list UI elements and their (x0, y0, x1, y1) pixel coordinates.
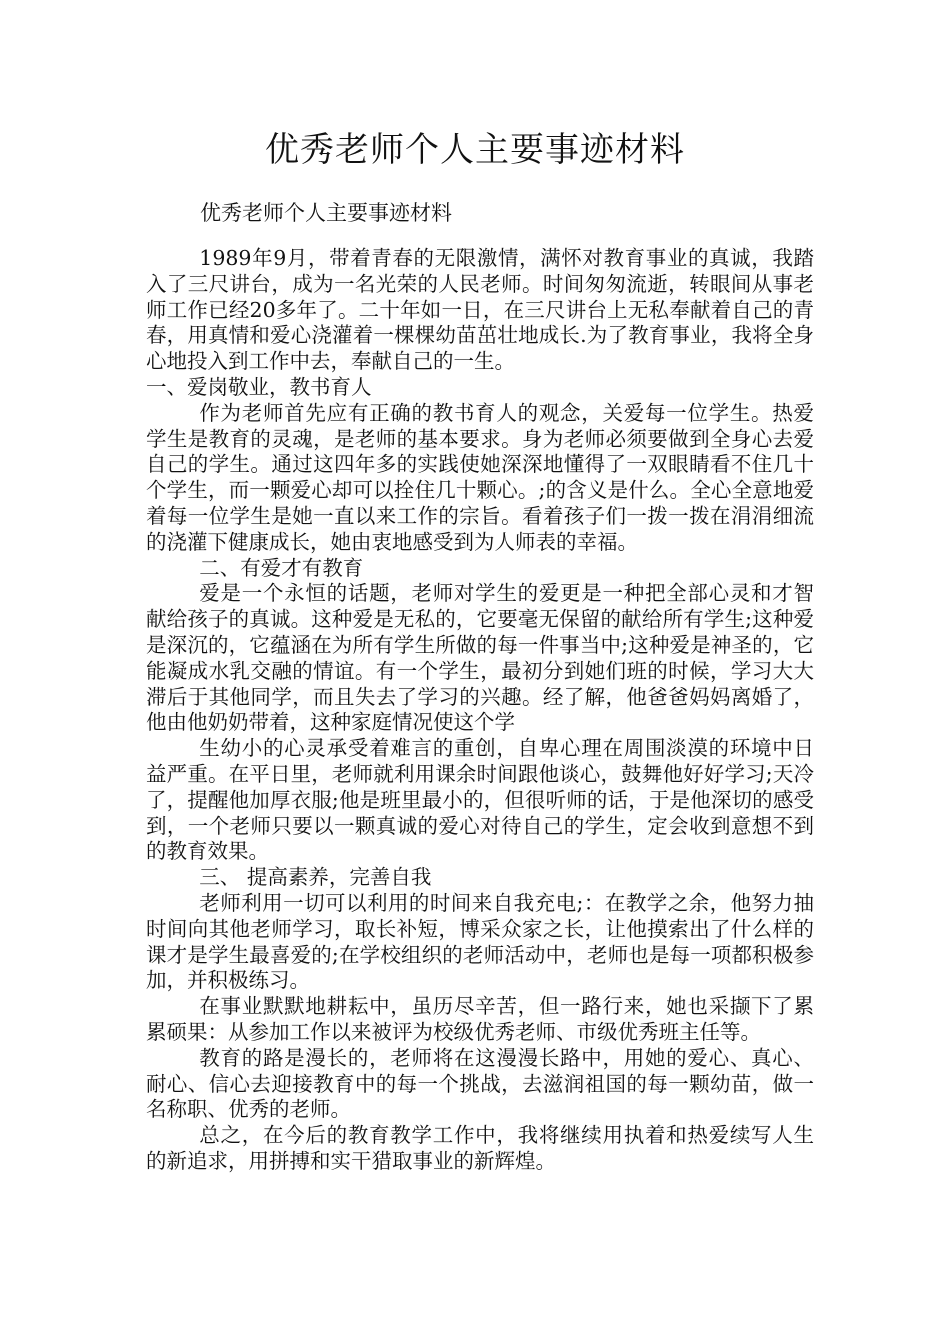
section-heading: 一、爱岗敬业，教书育人 (146, 374, 372, 399)
section-heading: 三、 提高素养，完善自我 (199, 865, 432, 890)
paragraph: 爱是一个永恒的话题，老师对学生的爱更是一种把全部心灵和才智献给孩子的真诚。这种爱是无私的，它要毫无保留的献给所有学生;这种爱是深沉的，它蕴涵在为所有学生所做的每一件事当中;这种爱是神圣的，它能凝成水乳交融的情谊。有一个学生，最初分到她们班的时候，学习大大滞后于其他同学，而且失去了学习的兴趣。经了解，他爸爸妈妈离婚了，他由他奶奶带着，这种家庭情况使这个学 (146, 581, 814, 735)
document-subtitle: 优秀老师个人主要事迹材料 (200, 201, 452, 225)
paragraph: 1989年9月，带着青春的无限激情，满怀对教育事业的真诚，我踏入了三尺讲台，成为一名光荣的人民老师。时间匆匆流逝，转眼间从事老师工作已经20多年了。二十年如一日，在三尺讲台上无私奉献着自己的青春，用真情和爱心浇灌着一棵棵幼苗茁壮地成长.为了教育事业，我将全身心地投入到工作中去，奉献自己的一生。 (146, 246, 814, 374)
paragraph: 在事业默默地耕耘中，虽历尽辛苦，但一路行来，她也采撷下了累累硕果：从参加工作以来被评为校级优秀老师、市级优秀班主任等。 (146, 994, 814, 1044)
paragraph: 教育的路是漫长的，老师将在这漫漫长路中，用她的爱心、真心、耐心、信心去迎接教育中的每一个挑战，去滋润祖国的每一颗幼苗，做一名称职、优秀的老师。 (146, 1045, 814, 1122)
paragraph: 老师利用一切可以利用的时间来自我充电;：在教学之余，他努力抽时间向其他老师学习，取长补短，博采众家之长，让他摸索出了什么样的课才是学生最喜爱的;在学校组织的老师活动中，老师也是每一项都积极参加，并积极练习。 (146, 890, 814, 993)
document-body (146, 246, 814, 1175)
paragraph: 作为老师首先应有正确的教书育人的观念，关爱每一位学生。热爱学生是教育的灵魂，是老师的基本要求。身为老师必须要做到全身心去爱自己的学生。通过这四年多的实践使她深深地懂得了一双眼睛看不住几十个学生，而一颗爱心却可以拴住几十颗心。;的含义是什么。全心全意地爱着每一位学生是她一直以来工作的宗旨。看着孩子们一拨一拨在涓涓细流的浇灌下健康成长，她由衷地感受到为人师表的幸福。 (146, 400, 814, 554)
paragraph: 总之，在今后的教育教学工作中，我将继续用执着和热爱续写人生的新追求，用拼搏和实干猎取事业的新辉煌。 (146, 1123, 814, 1173)
document-title: 优秀老师个人主要事迹材料 (265, 130, 685, 170)
paragraph: 生幼小的心灵承受着难言的重创，自卑心理在周围淡漠的环境中日益严重。在平日里，老师就利用课余时间跟他谈心，鼓舞他好好学习;天冷了，提醒他加厚衣服;他是班里最小的，但很听师的话，于是他深切的感受到，一个老师只要以一颗真诚的爱心对待自己的学生，定会收到意想不到的教育效果。 (146, 736, 814, 864)
section-heading: 二、有爱才有教育 (199, 555, 364, 580)
